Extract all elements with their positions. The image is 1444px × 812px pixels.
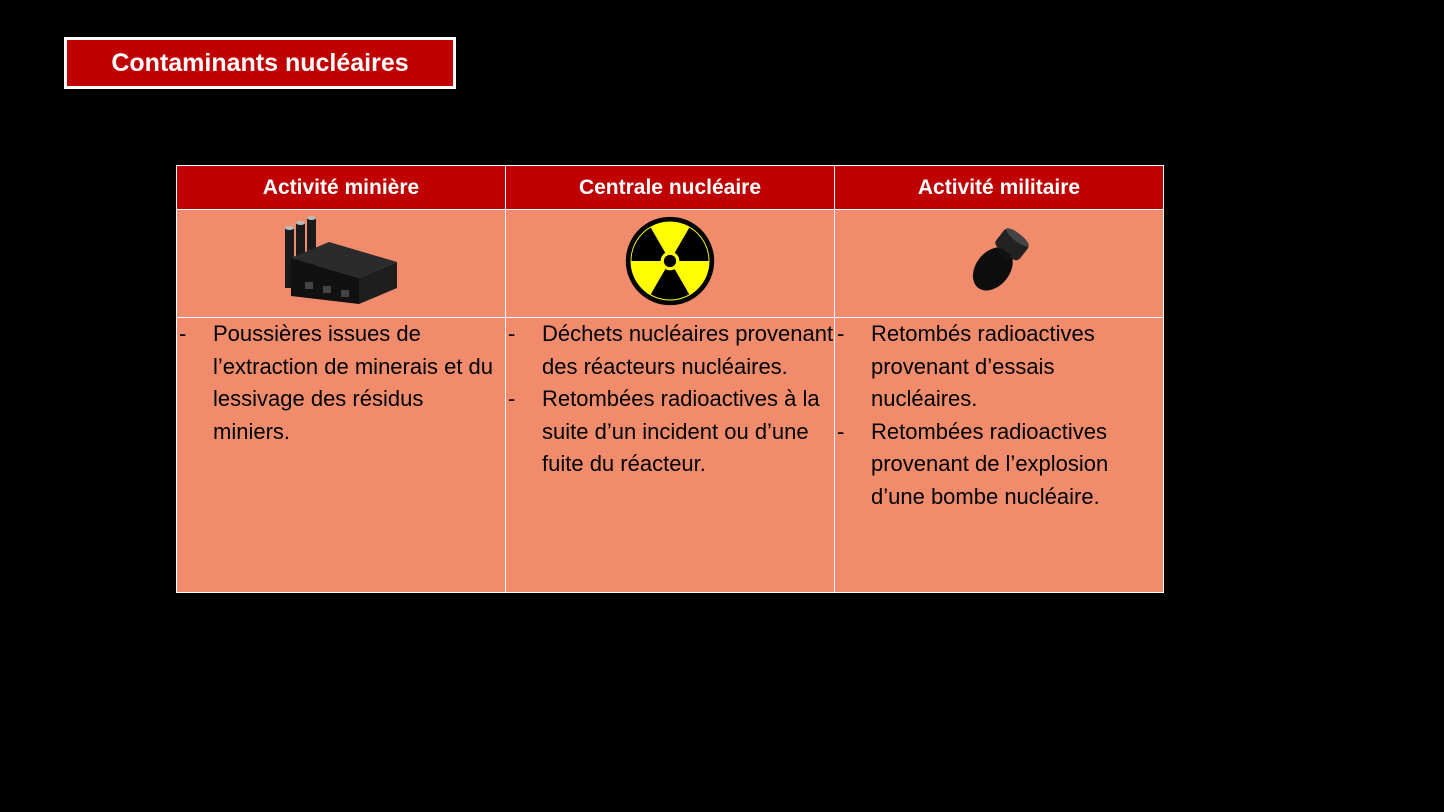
icon-cell-military bbox=[835, 210, 1164, 318]
text-cell-military bbox=[835, 318, 1164, 593]
list-item: - Déchets nucléaires provenant des réacteurs nucléaires. bbox=[506, 318, 834, 383]
header-row bbox=[177, 166, 1164, 210]
text-cell-nuclear-plant bbox=[506, 318, 835, 593]
column-header-mining: Activité minière bbox=[177, 166, 506, 210]
slide-title: Contaminants nucléaires bbox=[64, 37, 456, 89]
bomb-icon bbox=[959, 221, 1039, 301]
list-mining bbox=[177, 318, 505, 448]
factory-icon bbox=[281, 216, 401, 306]
list-item: - Retombées radioactives provenant de l’explosion d’une bombe nucléaire. bbox=[835, 416, 1163, 514]
list-military bbox=[835, 318, 1163, 513]
icon-cell-nuclear-plant bbox=[506, 210, 835, 318]
list-item: - Retombées radioactives à la suite d’un incident ou d’une fuite du réacteur. bbox=[506, 383, 834, 481]
text-cell-mining bbox=[177, 318, 506, 593]
contaminants-table bbox=[176, 165, 1164, 593]
column-header-military: Activité militaire bbox=[835, 166, 1164, 210]
column-header-nuclear-plant: Centrale nucléaire bbox=[506, 166, 835, 210]
radiation-icon bbox=[623, 214, 717, 308]
icon-cell-mining bbox=[177, 210, 506, 318]
list-item: - Poussières issues de l’extraction de minerais et du lessivage des résidus miniers. bbox=[177, 318, 505, 448]
list-nuclear-plant bbox=[506, 318, 834, 481]
list-item: - Retombés radioactives provenant d’essais nucléaires. bbox=[835, 318, 1163, 416]
icon-row bbox=[177, 210, 1164, 318]
content-row bbox=[177, 318, 1164, 593]
